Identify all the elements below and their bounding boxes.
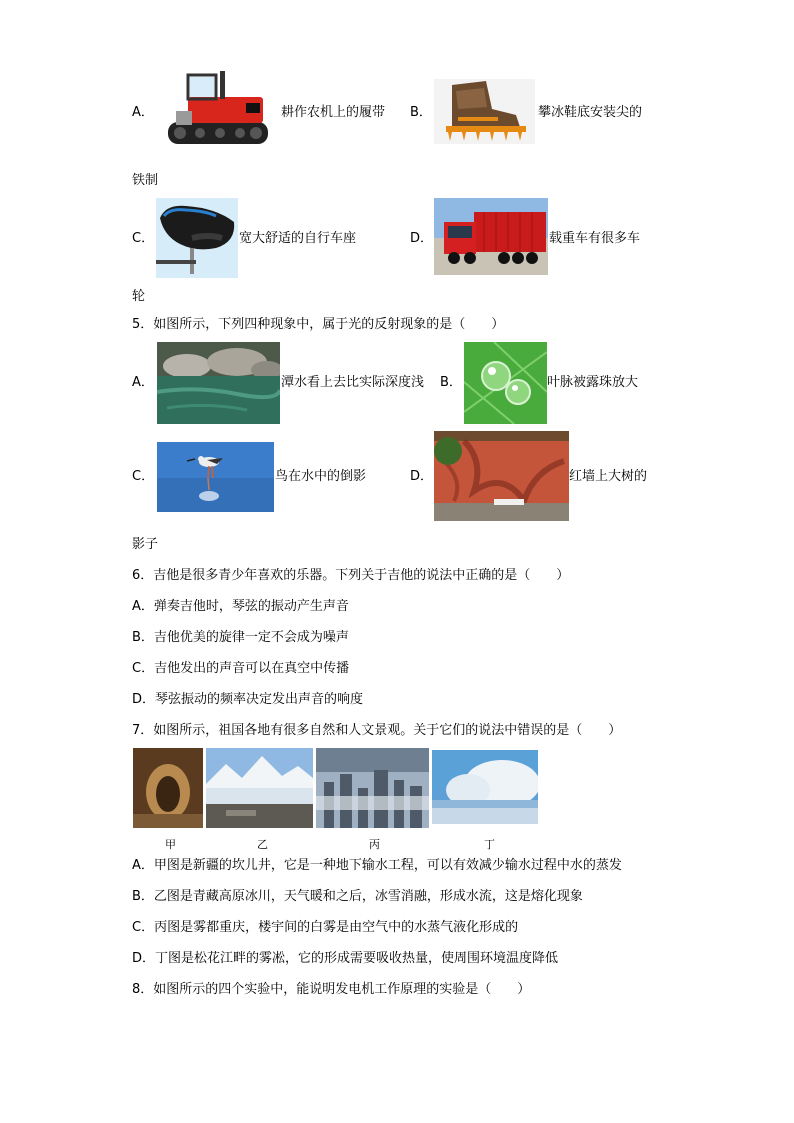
q5-option-a-text: 潭水看上去比实际深度浅 — [281, 375, 425, 390]
glacier-image — [206, 748, 313, 828]
red-wall-tree-shadow-image — [434, 431, 569, 521]
q7-option-c: C．丙图是雾都重庆，楼宇间的白雾是由空气中的水蒸气液化形成的 — [132, 920, 519, 935]
q5-option-a-label: A． — [132, 375, 154, 390]
q6-option-b: B．吉他优美的旋律一定不会成为噪声 — [132, 630, 349, 645]
q7-option-b: B．乙图是青藏高原冰川，天气暖和之后，冰雪消融，形成水流，这是熔化现象 — [132, 889, 583, 904]
q5-option-d-continuation: 影子 — [132, 537, 159, 552]
q5-option-b-text: 叶脉被露珠放大 — [547, 375, 639, 390]
q7-option-a: A．甲图是新疆的坎儿井，它是一种地下输水工程，可以有效减少输水过程中水的蒸发 — [132, 858, 622, 873]
q7-option-d: D．丁图是松花江畔的雾凇，它的形成需要吸收热量，使周围环境温度降低 — [132, 951, 559, 966]
karez-cave-image — [133, 748, 203, 828]
crampon-boot-image — [434, 79, 535, 144]
bicycle-seat-image — [156, 198, 238, 278]
question-7-stem: 7．如图所示，祖国各地有很多自然和人文景观。关于它们的说法中错误的是（ ） — [132, 723, 622, 738]
q4-option-b-continuation: 铁制 — [132, 173, 159, 188]
heavy-truck-image — [434, 198, 548, 275]
q4-option-a-text: 耕作农机上的履带 — [281, 105, 386, 120]
q6-option-a: A．弹奏吉他时，琴弦的振动产生声音 — [132, 599, 349, 614]
caption-jia: 甲 — [165, 838, 176, 851]
q5-option-b-label: B． — [440, 375, 462, 390]
q4-option-c-label: C． — [132, 231, 155, 246]
bird-reflection-image — [157, 442, 274, 512]
question-8-stem: 8．如图所示的四个实验中，能说明发电机工作原理的实验是（ ） — [132, 982, 531, 997]
q5-option-c-label: C． — [132, 469, 155, 484]
caption-ding: 丁 — [484, 838, 495, 851]
q4-option-a-label: A． — [132, 105, 154, 120]
q6-option-c: C．吉他发出的声音可以在真空中传播 — [132, 661, 350, 676]
q4-option-d-continuation: 轮 — [132, 289, 146, 304]
q5-option-d-label: D． — [410, 469, 434, 484]
q4-option-c-text: 宽大舒适的自行车座 — [239, 231, 357, 246]
rime-trees-image — [432, 750, 538, 824]
caption-yi: 乙 — [257, 838, 268, 851]
q4-option-d-text: 载重车有很多车 — [549, 231, 641, 246]
caption-bing: 丙 — [369, 838, 380, 851]
q4-option-b-label: B． — [410, 105, 432, 120]
pond-image — [157, 342, 280, 424]
foggy-city-image — [316, 748, 429, 828]
q5-option-c-text: 鸟在水中的倒影 — [275, 469, 367, 484]
question-6-stem: 6．吉他是很多青少年喜欢的乐器。下列关于吉他的说法中正确的是（ ） — [132, 568, 570, 583]
leaf-dewdrop-image — [464, 342, 547, 424]
q4-option-b-text: 攀冰鞋底安装尖的 — [538, 105, 643, 120]
q4-option-d-label: D． — [410, 231, 434, 246]
q6-option-d: D．琴弦振动的频率决定发出声音的响度 — [132, 692, 364, 707]
question-5-stem: 5．如图所示，下列四种现象中，属于光的反射现象的是（ ） — [132, 317, 505, 332]
tractor-image — [158, 67, 280, 153]
q5-option-d-text: 红墙上大树的 — [569, 469, 648, 484]
